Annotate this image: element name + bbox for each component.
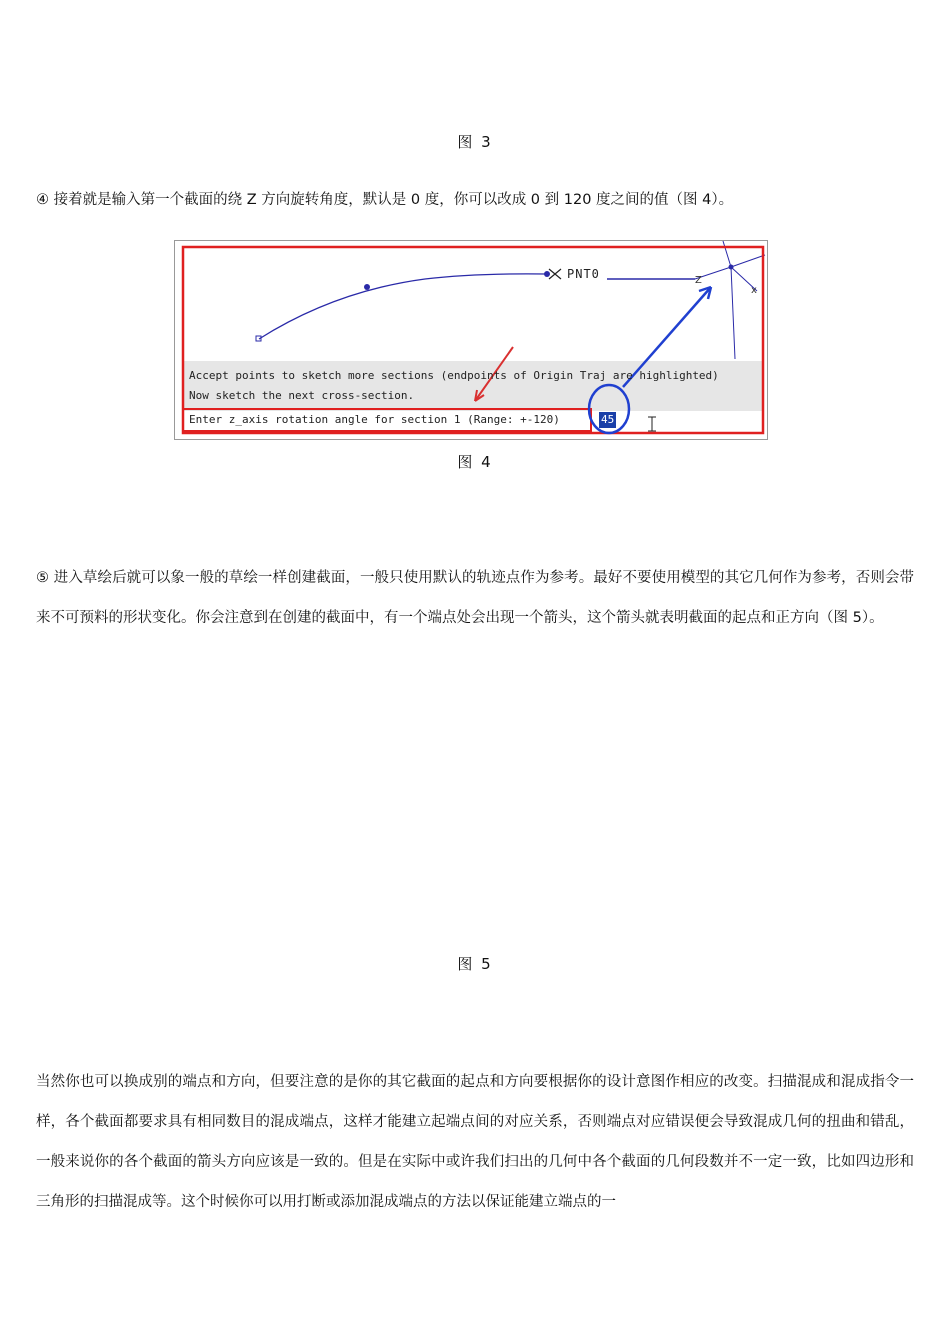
coordinate-system-icon xyxy=(695,241,765,359)
figure-4-drawing xyxy=(175,241,767,439)
curve-midpoint xyxy=(364,284,370,290)
body-paragraph: 当然你也可以换成别的端点和方向，但要注意的是你的其它截面的起点和方向要根据你的设计意图作相应的改变。扫描混成和混成指令一样，各个截面都要求具有相同数目的混成端点，这样才能建立起端点间的对应关系，否则端点对应错误便会导致混成几何的扭曲和错乱，一般来说你的各个截面的箭头方向应该是一致的。但是在实际中或许我们扫出的几何中各个截面的几何段数并不一定一致，比如四边形和三角形的扫描混成等。这个时候你可以用打断或添加混成端点的方法以保证能建立端点的一 xyxy=(36,1074,914,1210)
trajectory-curve xyxy=(259,274,547,339)
axis-z-label: Z xyxy=(695,275,702,286)
figure-4-screenshot xyxy=(174,240,768,440)
rotation-angle-input[interactable]: 45 xyxy=(601,413,615,426)
figure-5-caption: 图 5 xyxy=(457,955,493,973)
message-line-1: Accept points to sketch more sections (endpoints of Origin Traj are highlighted) xyxy=(189,369,719,382)
step-5-paragraph: ⑤ 进入草绘后就可以象一般的草绘一样创建截面，一般只使用默认的轨迹点作为参考。最好不要使用模型的其它几何作为参考，否则会带来不可预料的形状变化。你会注意到在创建的截面中，有一个端点处会出现一个箭头，这个箭头就表明截面的起点和正方向（图 5）。 xyxy=(36,570,914,626)
pnt0-label: PNT0 xyxy=(567,267,600,281)
prompt-line: Enter z_axis rotation angle for section 1 (Range: +-120) xyxy=(189,413,560,426)
figure-3-caption: 图 3 xyxy=(457,133,493,151)
curve-endpoint xyxy=(544,271,550,277)
origin-point xyxy=(729,265,734,270)
pnt0-cross-icon xyxy=(549,269,561,279)
figure-4-caption: 图 4 xyxy=(457,453,493,471)
axis-x-label: x xyxy=(751,285,757,296)
step-4-paragraph: ④ 接着就是输入第一个截面的绕 Z 方向旋转角度，默认是 0 度，你可以改成 0 到 120 度之间的值（图 4）。 xyxy=(36,192,734,208)
message-line-2: Now sketch the next cross-section. xyxy=(189,389,415,402)
